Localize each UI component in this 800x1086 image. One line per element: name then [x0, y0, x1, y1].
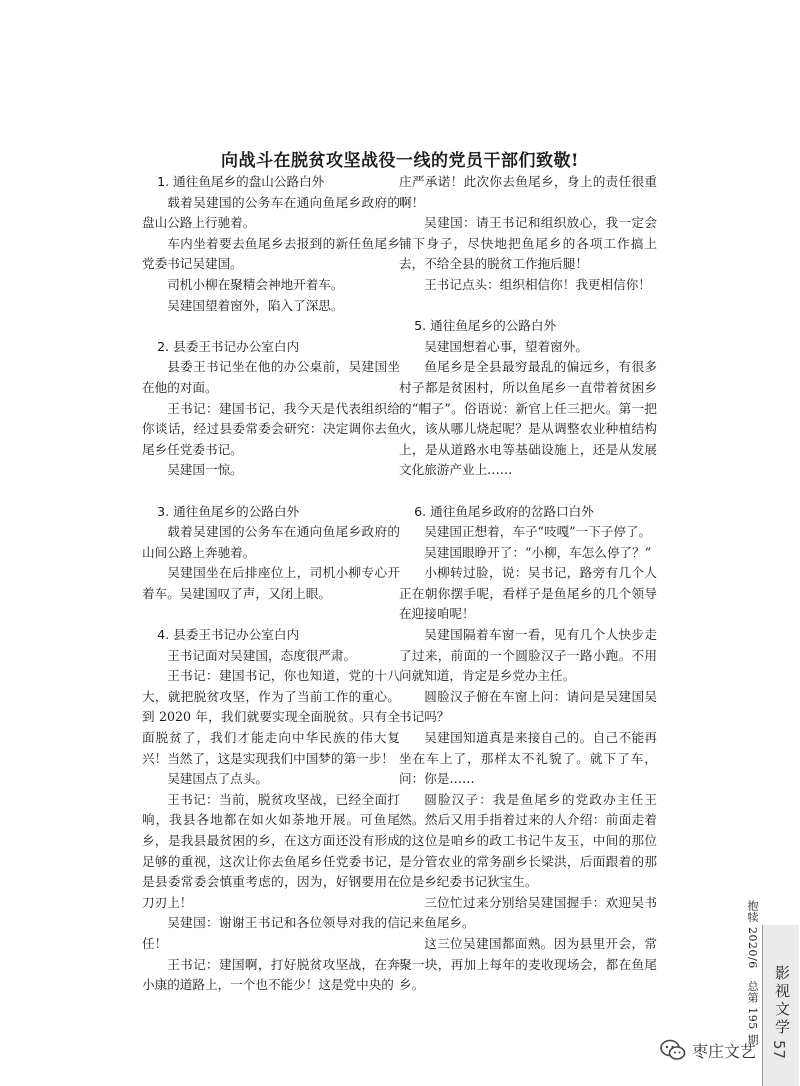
paragraph: 吴建国：请王书记和组织放心，我一定会铺下身子，尽快地把鱼尾乡的各项工作搞上去，不给全县的脱贫工作拖后腿！	[399, 215, 657, 272]
scene-2-title: 2. 县委王书记办公室白内	[157, 338, 300, 354]
page-number: 57	[770, 1040, 788, 1060]
scene-4-title: 4. 县委王书记办公室白内	[157, 627, 300, 643]
paragraph: 吴建国望着窗外，陷入了深思。	[167, 297, 344, 313]
headline: 向战斗在脱贫攻坚战役一线的党员干部们致敬!	[221, 151, 579, 171]
paragraph: 圆脸汉子：我是鱼尾乡的党政办主任王然。然后又用手指着过来的人介绍：前面走着的这位是咱乡的政工书记牛友玉，中间的那位是分管农业的常务副乡长梁洪，后面跟着的那位是乡纪委书记狄宝生。	[399, 791, 657, 890]
issue-label: 抱犊 2020/6 总第 195 期	[746, 900, 759, 1046]
paragraph: 王书记：建国书记，我今天是代表组织给你谈话，经过县委常委会研究：决定调你去鱼尾乡任党委书记。	[142, 400, 400, 457]
paragraph: 吴建国点了点头。	[167, 771, 268, 787]
paragraph: 车内坐着要去鱼尾乡去报到的新任鱼尾乡党委书记吴建国。	[142, 235, 400, 272]
watermark	[660, 1036, 756, 1064]
paragraph: 吴建国：谢谢王书记和各位领导对我的信任！	[142, 915, 400, 951]
paragraph: 王书记面对吴建国，态度很严肃。	[167, 647, 357, 663]
paragraph: 县委王书记坐在他的办公桌前，吴建国坐在他的对面。	[142, 359, 400, 395]
watermark-text: 枣庄文艺	[692, 1041, 757, 1061]
left-column	[142, 172, 400, 996]
paragraph: 王书记：建国书记，你也知道，党的十八大，就把脱贫攻坚，作为了当前工作的重心。到 2020 年，我们就要实现全面脱贫。只有全面脱贫了，我们才能走向中华民族的伟大复兴！当然了，这是实现我们中国梦的第一步！	[142, 668, 400, 766]
paragraph: 王书记：当前，脱贫攻坚战，已经全面打响，我县各地都在如火如荼地开展。可鱼尾乡，是我县最贫困的乡，在这方面还没有形成足够的重视，这次让你去鱼尾乡任党委书记，是县委常委会慎重考虑的，因为，好钢要用在刀刃上！	[142, 791, 400, 910]
scene-5-title: 5. 通往鱼尾乡的公路白外	[414, 318, 557, 334]
paragraph: 吴建国坐在后排座位上，司机小柳专心开着车。吴建国叹了声，又闭上眼。	[142, 565, 400, 601]
paragraph: 吴建国知道真是来接自己的。自己不能再坐在车上了，那样太不礼貌了。就下了车，问：你是……	[399, 730, 657, 787]
scene-3-title: 3. 通往鱼尾乡的公路白外	[157, 503, 300, 519]
paragraph: 吴建国一惊。	[167, 462, 243, 478]
right-column	[399, 172, 657, 996]
paragraph: 吴建国隔着车窗一看，见有几个人快步走了过来，前面的一个圆脸汉子一路小跑。不用问就知道，肯定是乡党办主任。	[399, 627, 657, 684]
paragraph: 司机小柳在聚精会神地开着车。	[167, 276, 344, 292]
paragraph: 圆脸汉子俯在车窗上问：请问是吴建国吴书记吗？	[399, 688, 657, 725]
paragraph: 三位忙过来分别给吴建国握手：欢迎吴书记来鱼尾乡。	[399, 894, 657, 931]
paragraph: 这三位吴建国都面熟。因为县里开会，常聚一块，再加上每年的麦收现场会，都在鱼尾乡。	[399, 935, 657, 993]
paragraph: 王书记点头：组织相信你！我更相信你！	[424, 276, 651, 292]
paragraph: 王书记：建国啊，打好脱贫攻坚战，在奔小康的道路上，一个也不能少！这是党中央的	[142, 956, 400, 993]
scene-6-title: 6. 通往鱼尾乡政府的岔路口白外	[414, 503, 594, 519]
paragraph: 鱼尾乡是全县最穷最乱的偏远乡，有很多村子都是贫困村，所以鱼尾乡一直带着贫困乡的“帽子”。俗语说：新官上任三把火。第一把火，该从哪儿烧起呢？是从调整农业种植结构上，是从道路水电等基础设施上，还是从发展文化旅游产业上……	[399, 359, 657, 478]
paragraph: 吴建国正想着，车子“吱嘎”一下子停了。	[424, 524, 652, 540]
paragraph: 载着吴建国的公务车在通向鱼尾乡政府的山间公路上奔驰着。	[142, 524, 400, 560]
paragraph: 吴建国眼睁开了：“小柳，车怎么停了？”	[424, 544, 652, 560]
wechat-icon	[660, 1039, 686, 1061]
paragraph: 载着吴建国的公务车在通向鱼尾乡政府的盘山公路上行驰着。	[142, 194, 400, 231]
paragraph: 吴建国想着心事，望着窗外。	[424, 338, 588, 354]
paragraph: 庄严承诺！此次你去鱼尾乡，身上的责任很重啊！	[399, 174, 657, 210]
magazine-section-title: 影视文学	[773, 965, 791, 1037]
scene-1-title: 1. 通往鱼尾乡的盘山公路白外	[157, 174, 325, 189]
paragraph: 小柳转过脸，说：吴书记，路旁有几个人正在朝你摆手呢，看样子是鱼尾乡的几个领导在迎接咱呢！	[399, 565, 657, 622]
